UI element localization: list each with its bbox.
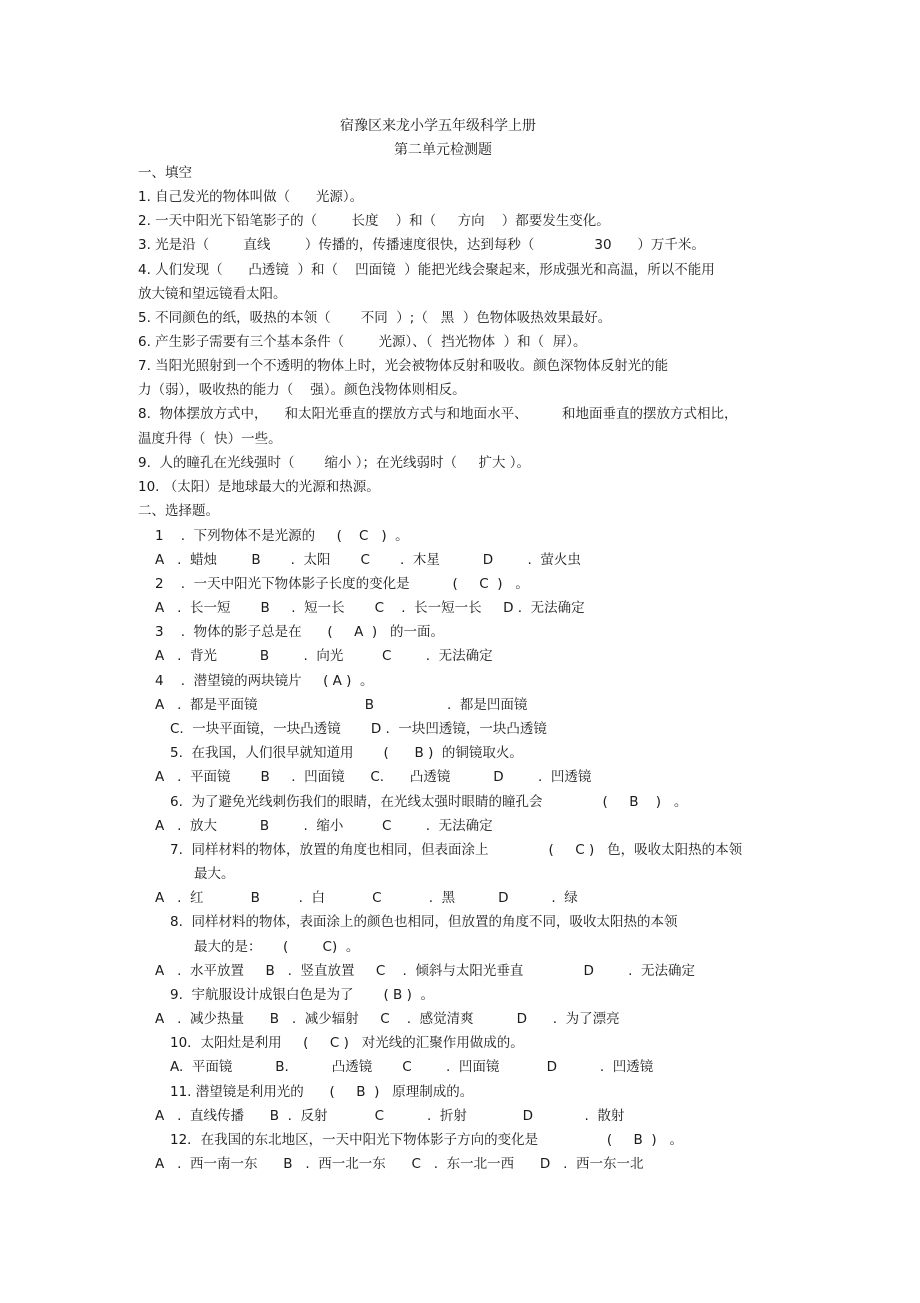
choice-q5-options: A . 平面镜 B . 凹面镜 C. 凸透镜 D . 凹透镜 <box>155 769 592 785</box>
choice-q3-options: A . 背光 B . 向光 C . 无法确定 <box>155 648 493 664</box>
choice-q6-options: A . 放大 B . 缩小 C . 无法确定 <box>155 818 493 834</box>
choice-q8: 8. 同样材料的物体，表面涂上的颜色也相同，但放置的角度不同，吸收太阳热的本领 <box>170 914 678 930</box>
choice-q4: 4 . 潜望镜的两块镜片 ( A ) 。 <box>155 673 374 689</box>
section-heading-choice: 二、选择题。 <box>138 503 219 519</box>
fill-line-5: 5. 不同颜色的纸，吸热的本领（ 不同 ）;（ 黑 ）色物体吸热效果最好。 <box>138 310 612 326</box>
fill-line-3: 3. 光是沿（ 直线 ）传播的，传播速度很快，达到每秒（ 30 ）万千米。 <box>138 237 705 253</box>
fill-line-4: 4. 人们发现（ 凸透镜 ）和（ 凹面镜 ）能把光线会聚起来，形成强光和高温，所以不能用 <box>138 262 715 278</box>
choice-q9: 9. 宇航服设计成银白色是为了 ( B ) 。 <box>170 987 434 1003</box>
choice-q8-cont: 最大的是： ( C) 。 <box>194 939 360 955</box>
choice-q10-options: A. 平面镜 B. 凸透镜 C . 凹面镜 D . 凹透镜 <box>170 1059 654 1075</box>
choice-q7: 7. 同样材料的物体，放置的角度也相同，但表面涂上 ( C ) 色，吸收太阳热的本领 <box>170 842 743 858</box>
doc-title: 宿豫区来龙小学五年级科学上册 <box>340 118 536 134</box>
choice-q11-options: A . 直线传播 B . 反射 C . 折射 D . 散射 <box>155 1108 625 1124</box>
choice-q10: 10．太阳灶是利用 ( C ) 对光线的汇聚作用做成的。 <box>170 1035 524 1051</box>
fill-line-7-cont: 力（弱），吸收热的能力（ 强）。颜色浅物体则相反。 <box>138 382 466 398</box>
fill-line-10: 10. （太阳）是地球最大的光源和热源。 <box>138 479 380 495</box>
fill-line-6: 6. 产生影子需要有三个基本条件（ 光源）、（ 挡光物体 ）和（ 屏）。 <box>138 334 587 350</box>
fill-line-9: 9. 人的瞳孔在光线强时（ 缩小 ）；在光线弱时（ 扩大 ）。 <box>138 455 531 471</box>
choice-q3: 3 . 物体的影子总是在 ( A ) 的一面。 <box>155 624 445 640</box>
choice-q9-options: A . 减少热量 B . 减少辐射 C . 感觉清爽 D . 为了漂亮 <box>155 1011 620 1027</box>
choice-q2-options: A . 长一短 B . 短一长 C . 长一短一长 D . 无法确定 <box>155 600 585 616</box>
fill-line-8: 8. 物体摆放方式中， 和太阳光垂直的摆放方式与和地面水平、 和地面垂直的摆放方式相比， <box>138 406 738 422</box>
section-heading-fill-blank: 一、填空 <box>138 165 192 181</box>
choice-q12-options: A . 西一南一东 B . 西一北一东 C . 东一北一西 D . 西一东一北 <box>155 1156 644 1172</box>
choice-q4-options-ab: A . 都是平面镜 B . 都是凹面镜 <box>155 697 528 713</box>
choice-q12: 12．在我国的东北地区，一天中阳光下物体影子方向的变化是 ( B ) 。 <box>170 1132 684 1148</box>
fill-line-8-cont: 温度升得（ 快）一些。 <box>138 431 282 447</box>
fill-line-2: 2. 一天中阳光下铅笔影子的（ 长度 ）和（ 方向 ）都要发生变化。 <box>138 213 610 229</box>
choice-q7-options: A . 红 B . 白 C . 黑 D . 绿 <box>155 890 578 906</box>
choice-q8-options: A . 水平放置 B . 竖直放置 C . 倾斜与太阳光垂直 D . 无法确定 <box>155 963 696 979</box>
fill-line-7: 7. 当阳光照射到一个不透明的物体上时，光会被物体反射和吸收。颜色深物体反射光的能 <box>138 358 669 374</box>
fill-line-1: 1. 自己发光的物体叫做（ 光源）。 <box>138 189 364 205</box>
choice-q2: 2 . 一天中阳光下物体影子长度的变化是 ( C ) 。 <box>155 576 529 592</box>
choice-q11: 11. 潜望镜是利用光的 ( B ) 原理制成的。 <box>170 1084 474 1100</box>
choice-q5: 5. 在我国，人们很早就知道用 ( B ) 的铜镜取火。 <box>170 745 523 761</box>
choice-q6: 6. 为了避免光线刺伤我们的眼睛，在光线太强时眼睛的瞳孔会 ( B ) 。 <box>170 794 688 810</box>
choice-q4-options-cd: C. 一块平面镜，一块凸透镜 D . 一块凹透镜，一块凸透镜 <box>170 721 547 737</box>
choice-q1-options: A . 蜡烛 B . 太阳 C . 木星 D . 萤火虫 <box>155 552 581 568</box>
fill-line-4-cont: 放大镜和望远镜看太阳。 <box>138 286 287 302</box>
choice-q1: 1 . 下列物体不是光源的 ( C ) 。 <box>155 528 409 544</box>
choice-q7-cont: 最大。 <box>194 866 235 882</box>
doc-subtitle: 第二单元检测题 <box>394 142 492 158</box>
